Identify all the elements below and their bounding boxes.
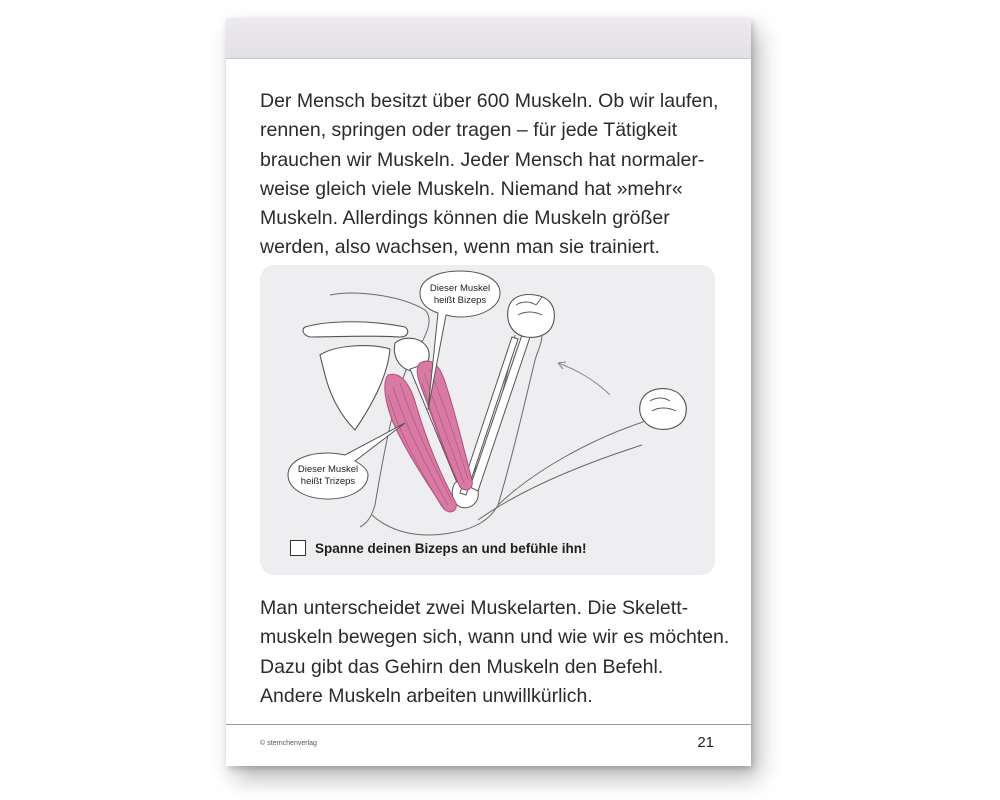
text-line: rennen, springen oder tragen – für jede Tätigkeit [260, 119, 677, 142]
copyright-note: © sternchenverlag [260, 740, 317, 747]
arm-muscle-figure [260, 265, 715, 575]
text-line: Dazu gibt das Gehirn den Muskeln den Befehl. [260, 655, 664, 678]
text-line: Der Mensch besitzt über 600 Muskeln. Ob wir laufen, [260, 90, 719, 112]
raised-fist [508, 295, 555, 338]
page-header-band [226, 18, 751, 59]
callout-biceps-text: Dieser Muskel heißt Bizeps [429, 283, 491, 306]
footer-divider [226, 724, 751, 725]
text-line: Man unterscheidet zwei Muskelarten. Die Skelett- [260, 597, 689, 619]
arm-anatomy-illustration [260, 265, 715, 575]
text-line: Muskeln. Allerdings können die Muskeln größer [260, 207, 670, 230]
movement-arrow [558, 363, 610, 395]
text-line: weise gleich viele Muskeln. Niemand hat »mehr« [260, 177, 683, 200]
task-row [290, 540, 587, 556]
page-number: 21 [697, 734, 714, 751]
intro-paragraph [260, 87, 730, 263]
radius-bone [470, 335, 530, 491]
relaxed-forearm [498, 410, 662, 505]
text-line: brauchen wir Muskeln. Jeder Mensch hat normaler- [260, 148, 705, 171]
relaxed-fist [640, 389, 687, 430]
clavicle [303, 322, 408, 337]
text-line: werden, also wachsen, wenn man sie trainiert. [260, 236, 660, 259]
task-checkbox[interactable] [290, 540, 306, 556]
task-label: Spanne deinen Bizeps an und befühle ihn! [315, 540, 587, 556]
callout-triceps-text: Dieser Muskel heißt Trizeps [297, 464, 359, 487]
muscle-types-paragraph [260, 594, 730, 711]
text-line: Andere Muskeln arbeiten unwillkürlich. [260, 684, 593, 707]
text-line: muskeln bewegen sich, wann und wie wir es möchten. [260, 626, 730, 649]
scapula [320, 346, 390, 430]
book-page [226, 18, 751, 766]
